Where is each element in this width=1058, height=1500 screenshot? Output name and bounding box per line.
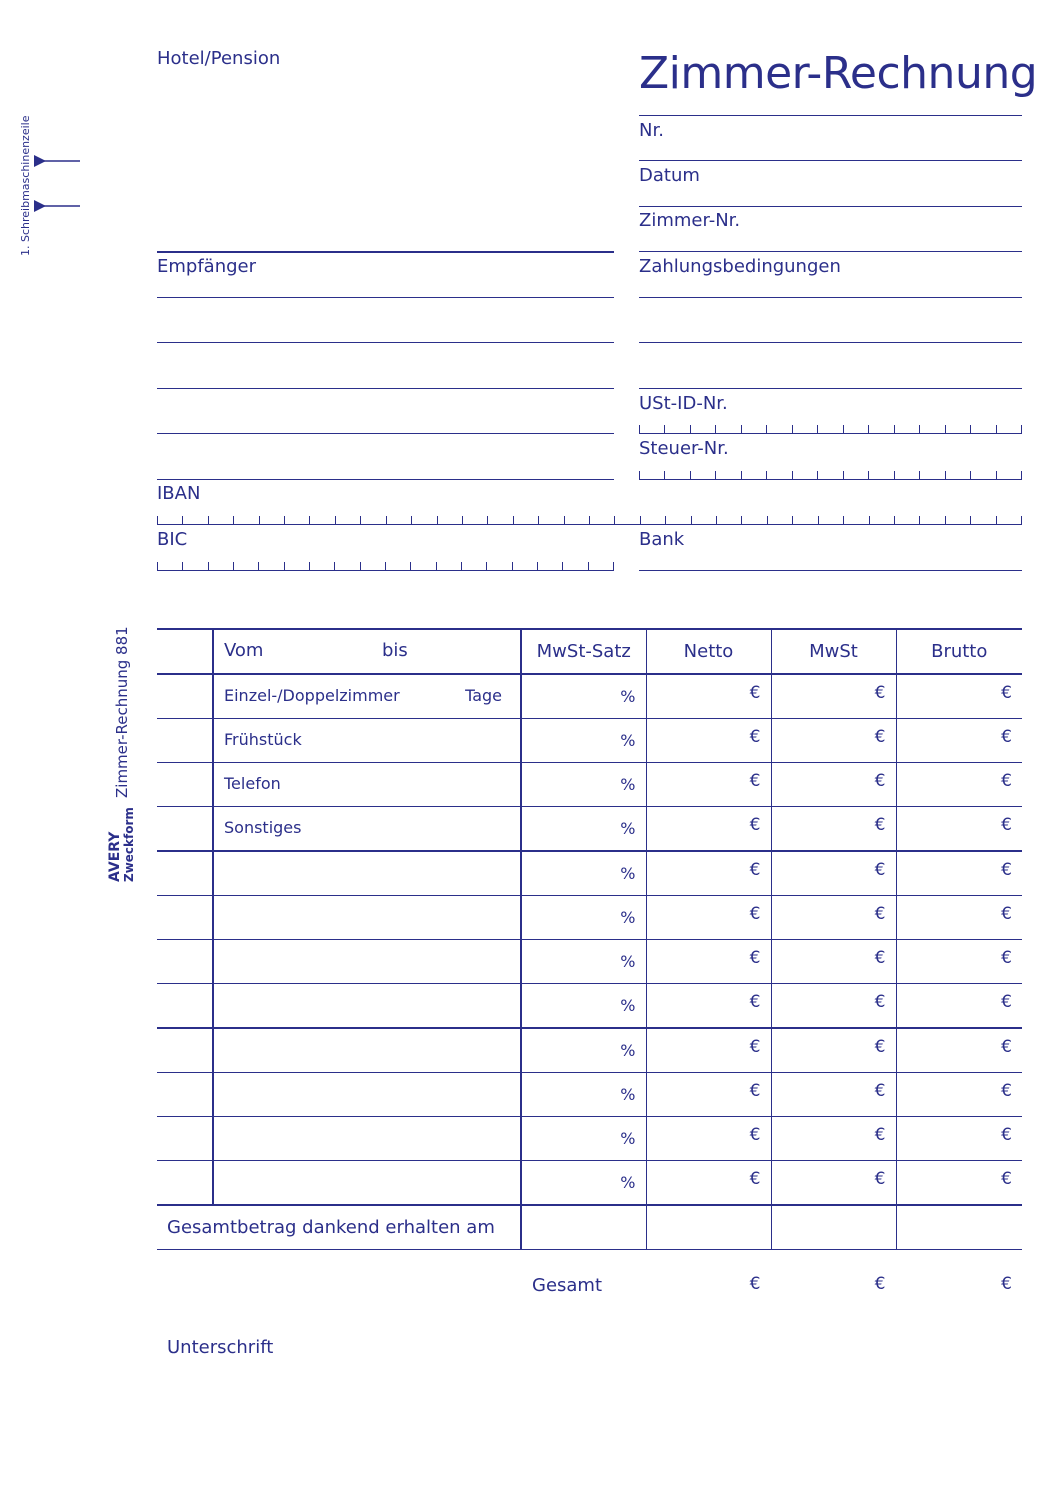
percent-symbol: % [620,952,636,971]
mwst-satz-cell[interactable] [521,1073,646,1117]
brutto-cell[interactable] [896,719,1022,763]
mwst-satz-cell[interactable] [521,763,646,807]
field-tick [182,516,183,524]
percent-symbol: % [620,819,636,838]
pos-cell[interactable] [157,984,213,1029]
nr-label: Nr. [639,120,664,141]
vom-header: Vom [224,640,264,661]
euro-symbol: € [874,904,886,924]
field-tick [894,516,895,524]
field-tick [945,425,946,433]
euro-symbol: € [1001,1274,1012,1294]
gesamt-label: Gesamt [532,1275,603,1296]
row-label: Einzel-/Doppelzimmer [224,686,400,705]
datum-label: Datum [639,165,700,186]
table-row [157,719,1022,763]
zahlungsbedingungen-field-1[interactable] [639,297,1022,298]
field-tick [233,562,234,570]
euro-symbol: € [1001,1125,1012,1145]
field-tick [970,471,971,479]
mwst-cell[interactable] [771,1028,896,1073]
field-tick [589,516,590,524]
euro-symbol: € [1001,860,1012,880]
field-tick [1021,425,1022,433]
euro-symbol: € [749,727,761,747]
netto-cell[interactable] [646,807,771,852]
brutto-cell[interactable] [896,807,1022,852]
percent-symbol: % [620,731,636,750]
field-tick [537,562,538,570]
field-tick [766,471,767,479]
mwst-cell[interactable] [771,763,896,807]
field-tick [437,516,438,524]
empfaenger-line-5[interactable] [157,479,614,480]
brutto-header: Brutto [896,629,1022,674]
field-tick [919,471,920,479]
euro-symbol: € [1001,1037,1012,1057]
pos-cell[interactable] [157,719,213,763]
field-tick [665,516,666,524]
field-tick [996,471,997,479]
field-tick [1021,471,1022,479]
nr-field[interactable] [639,160,1022,161]
table-row [157,1073,1022,1117]
row-extra: Tage [465,686,502,705]
mwst-cell[interactable] [771,807,896,852]
mwst-cell[interactable] [771,851,896,896]
field-tick [639,471,640,479]
mwst-cell[interactable] [771,1117,896,1161]
ust-id-label: USt-ID-Nr. [639,393,728,414]
field-tick [817,471,818,479]
mwst-cell[interactable] [771,896,896,940]
percent-symbol: % [620,775,636,794]
description-cell[interactable] [213,896,521,940]
mwst-satz-cell[interactable] [521,984,646,1029]
mwst-cell[interactable] [771,940,896,984]
field-tick [233,516,234,524]
empfaenger-line-1[interactable] [157,297,614,298]
netto-cell[interactable] [646,1117,771,1161]
field-tick [639,425,640,433]
euro-symbol: € [1001,771,1012,791]
pos-cell[interactable] [157,1161,213,1206]
percent-symbol: % [620,908,636,927]
brand-zweckform: Zweckform [122,807,136,882]
percent-symbol: % [620,1041,636,1060]
euro-symbol: € [749,1037,761,1057]
euro-symbol: € [1001,1169,1012,1189]
total-row [157,1205,1022,1250]
pos-cell[interactable] [157,1073,213,1117]
date-range-header [213,629,521,674]
euro-symbol: € [874,1274,886,1294]
sender-divider [157,251,614,253]
field-tick [411,516,412,524]
table-row [157,984,1022,1029]
pos-cell[interactable] [157,763,213,807]
iban-label: IBAN [157,483,201,504]
euro-symbol: € [749,1081,761,1101]
field-tick [640,516,641,524]
pos-cell[interactable] [157,1028,213,1073]
brutto-cell[interactable] [896,1028,1022,1073]
table-row [157,1028,1022,1073]
field-tick [715,471,716,479]
table-header-row [157,629,1022,674]
mwst-satz-header: MwSt-Satz [521,629,646,674]
table-row [157,763,1022,807]
mwst-satz-cell[interactable] [521,1117,646,1161]
field-tick [970,425,971,433]
mwst-cell[interactable] [771,674,896,719]
euro-symbol: € [749,1274,761,1294]
field-tick [716,516,717,524]
euro-symbol: € [874,771,886,791]
field-tick [462,516,463,524]
mwst-satz-cell[interactable] [521,719,646,763]
netto-cell[interactable] [646,984,771,1029]
field-tick [792,425,793,433]
field-tick [614,516,615,524]
field-tick [386,516,387,524]
euro-symbol: € [749,860,761,880]
description-cell[interactable] [213,940,521,984]
mwst-satz-cell[interactable] [521,674,646,719]
euro-symbol: € [749,904,761,924]
percent-symbol: % [620,864,636,883]
table-row [157,807,1022,852]
field-tick [259,516,260,524]
field-tick [258,562,259,570]
field-tick [360,516,361,524]
euro-symbol: € [1001,992,1012,1012]
mwst-satz-cell[interactable] [521,896,646,940]
pos-cell[interactable] [157,674,213,719]
netto-cell[interactable] [646,851,771,896]
total-brutto[interactable] [896,1205,1022,1294]
description-cell[interactable] [213,1117,521,1161]
field-tick [182,562,183,570]
description-cell[interactable] [213,1161,521,1206]
field-tick [613,562,614,570]
total-mwst[interactable] [771,1205,896,1294]
brutto-cell[interactable] [896,851,1022,896]
title-underline [639,115,1022,116]
field-tick [486,562,487,570]
field-tick [996,516,997,524]
field-tick [843,425,844,433]
table-row [157,896,1022,940]
euro-symbol: € [874,683,886,703]
mwst-cell[interactable] [771,1161,896,1206]
field-tick [664,425,665,433]
field-tick [767,516,768,524]
description-cell[interactable] [213,807,521,852]
euro-symbol: € [749,771,761,791]
netto-cell[interactable] [646,1073,771,1117]
euro-symbol: € [1001,948,1012,968]
field-tick [436,562,437,570]
netto-cell[interactable] [646,896,771,940]
brutto-cell[interactable] [896,896,1022,940]
field-tick [461,562,462,570]
euro-symbol: € [874,815,886,835]
description-cell[interactable] [213,851,521,896]
field-tick [945,516,946,524]
gesamt-cell [521,1205,646,1296]
table-row [157,1117,1022,1161]
euro-symbol: € [749,683,761,703]
field-tick [691,516,692,524]
field-tick [868,425,869,433]
brutto-cell[interactable] [896,1073,1022,1117]
bank-field[interactable] [639,570,1022,571]
field-tick [208,562,209,570]
field-tick [487,516,488,524]
description-cell[interactable] [213,1028,521,1073]
row-label: Telefon [224,774,281,793]
brutto-cell[interactable] [896,763,1022,807]
description-cell[interactable] [213,1073,521,1117]
steuer-nr-field[interactable] [639,471,1022,480]
field-tick [843,516,844,524]
field-tick [690,425,691,433]
pos-cell[interactable] [157,851,213,896]
empfaenger-line-3[interactable] [157,388,614,389]
field-tick [360,562,361,570]
mwst-satz-cell[interactable] [521,807,646,852]
field-tick [309,516,310,524]
euro-symbol: € [874,1125,886,1145]
euro-symbol: € [874,860,886,880]
table-row [157,1161,1022,1206]
field-tick [996,425,997,433]
document-title: Zimmer-Rechnung [639,48,1038,99]
euro-symbol: € [749,1169,761,1189]
brutto-cell[interactable] [896,940,1022,984]
euro-symbol: € [1001,683,1012,703]
zahlungsbedingungen-field-2[interactable] [639,342,1022,343]
empfaenger-line-2[interactable] [157,342,614,343]
field-tick [741,471,742,479]
typewriter-line-mark: 1. Schreibmaschinenzeile [19,115,32,256]
euro-symbol: € [1001,1081,1012,1101]
field-tick [564,516,565,524]
field-tick [741,425,742,433]
field-tick [664,471,665,479]
field-tick [894,471,895,479]
mwst-satz-cell[interactable] [521,940,646,984]
field-tick [284,516,285,524]
zahlungsbedingungen-label: Zahlungsbedingungen [639,256,841,277]
pos-cell[interactable] [157,807,213,852]
field-tick [766,425,767,433]
pos-cell[interactable] [157,1117,213,1161]
brutto-cell[interactable] [896,1161,1022,1206]
euro-symbol: € [749,1125,761,1145]
field-tick [512,562,513,570]
euro-symbol: € [874,992,886,1012]
euro-symbol: € [874,727,886,747]
brand-logo [108,807,136,882]
pos-cell[interactable] [157,940,213,984]
iban-field[interactable] [157,516,1022,525]
mwst-cell[interactable] [771,1073,896,1117]
euro-symbol: € [874,1169,886,1189]
row-label: Sonstiges [224,818,302,837]
description-cell[interactable] [213,984,521,1029]
netto-cell[interactable] [646,940,771,984]
field-tick [157,562,158,570]
description-cell[interactable] [213,674,521,719]
zimmer-nr-label: Zimmer-Nr. [639,210,741,231]
brand-avery: AVERY [107,831,123,882]
table-row [157,674,1022,719]
percent-symbol: % [620,1129,636,1148]
mwst-satz-cell[interactable] [521,1028,646,1073]
pos-header [157,629,213,674]
euro-symbol: € [1001,727,1012,747]
zimmer-nr-field[interactable] [639,251,1022,252]
euro-symbol: € [749,948,761,968]
ust-id-field[interactable] [639,425,1022,434]
field-tick [919,425,920,433]
mwst-cell[interactable] [771,984,896,1029]
field-tick [970,516,971,524]
mwst-cell[interactable] [771,719,896,763]
netto-cell[interactable] [646,719,771,763]
empfaenger-label: Empfänger [157,256,257,277]
hotel-label: Hotel/Pension [157,48,281,69]
row-label: Frühstück [224,730,302,749]
field-tick [538,516,539,524]
field-tick [919,516,920,524]
field-tick [562,562,563,570]
zahlungsbedingungen-field-3[interactable] [639,388,1022,389]
field-tick [817,425,818,433]
bic-label: BIC [157,529,188,550]
percent-symbol: % [620,1173,636,1192]
field-tick [385,562,386,570]
field-tick [157,516,158,524]
netto-cell[interactable] [646,674,771,719]
netto-cell[interactable] [646,1161,771,1206]
field-tick [588,562,589,570]
euro-symbol: € [1001,904,1012,924]
mwst-header: MwSt [771,629,896,674]
bank-label: Bank [639,529,685,550]
percent-symbol: % [620,996,636,1015]
field-tick [334,562,335,570]
field-tick [792,516,793,524]
euro-symbol: € [749,815,761,835]
total-netto[interactable] [646,1205,771,1294]
field-tick [335,516,336,524]
description-cell[interactable] [213,719,521,763]
field-tick [843,471,844,479]
brutto-cell[interactable] [896,984,1022,1029]
brutto-cell[interactable] [896,1117,1022,1161]
signature-label: Unterschrift [167,1337,274,1358]
mwst-satz-cell[interactable] [521,1161,646,1206]
form-id: Zimmer-Rechnung 881 [113,626,131,798]
field-tick [309,562,310,570]
netto-cell[interactable] [646,763,771,807]
typewriter-arrows-icon [34,153,80,213]
euro-symbol: € [874,948,886,968]
steuer-nr-label: Steuer-Nr. [639,438,729,459]
euro-symbol: € [874,1081,886,1101]
percent-symbol: % [620,1085,636,1104]
field-tick [945,471,946,479]
field-tick [715,425,716,433]
field-tick [410,562,411,570]
invoice-table [157,628,1022,1358]
empfaenger-line-4[interactable] [157,433,614,434]
field-tick [792,471,793,479]
bis-header: bis [382,640,408,661]
euro-symbol: € [874,1037,886,1057]
field-tick [894,425,895,433]
field-tick [513,516,514,524]
mwst-satz-cell[interactable] [521,851,646,896]
field-tick [818,516,819,524]
received-label: Gesamtbetrag dankend erhalten am [167,1217,495,1238]
description-cell[interactable] [213,763,521,807]
field-tick [690,471,691,479]
field-tick [208,516,209,524]
bic-field[interactable] [157,562,614,571]
percent-symbol: % [620,687,636,706]
field-tick [868,471,869,479]
netto-cell[interactable] [646,1028,771,1073]
euro-symbol: € [1001,815,1012,835]
receipt-area [157,1205,521,1358]
netto-header: Netto [646,629,771,674]
field-tick [741,516,742,524]
euro-symbol: € [749,992,761,1012]
table-row [157,940,1022,984]
datum-field[interactable] [639,206,1022,207]
table-row [157,851,1022,896]
brutto-cell[interactable] [896,674,1022,719]
pos-cell[interactable] [157,896,213,940]
field-tick [1021,516,1022,524]
field-tick [284,562,285,570]
field-tick [869,516,870,524]
